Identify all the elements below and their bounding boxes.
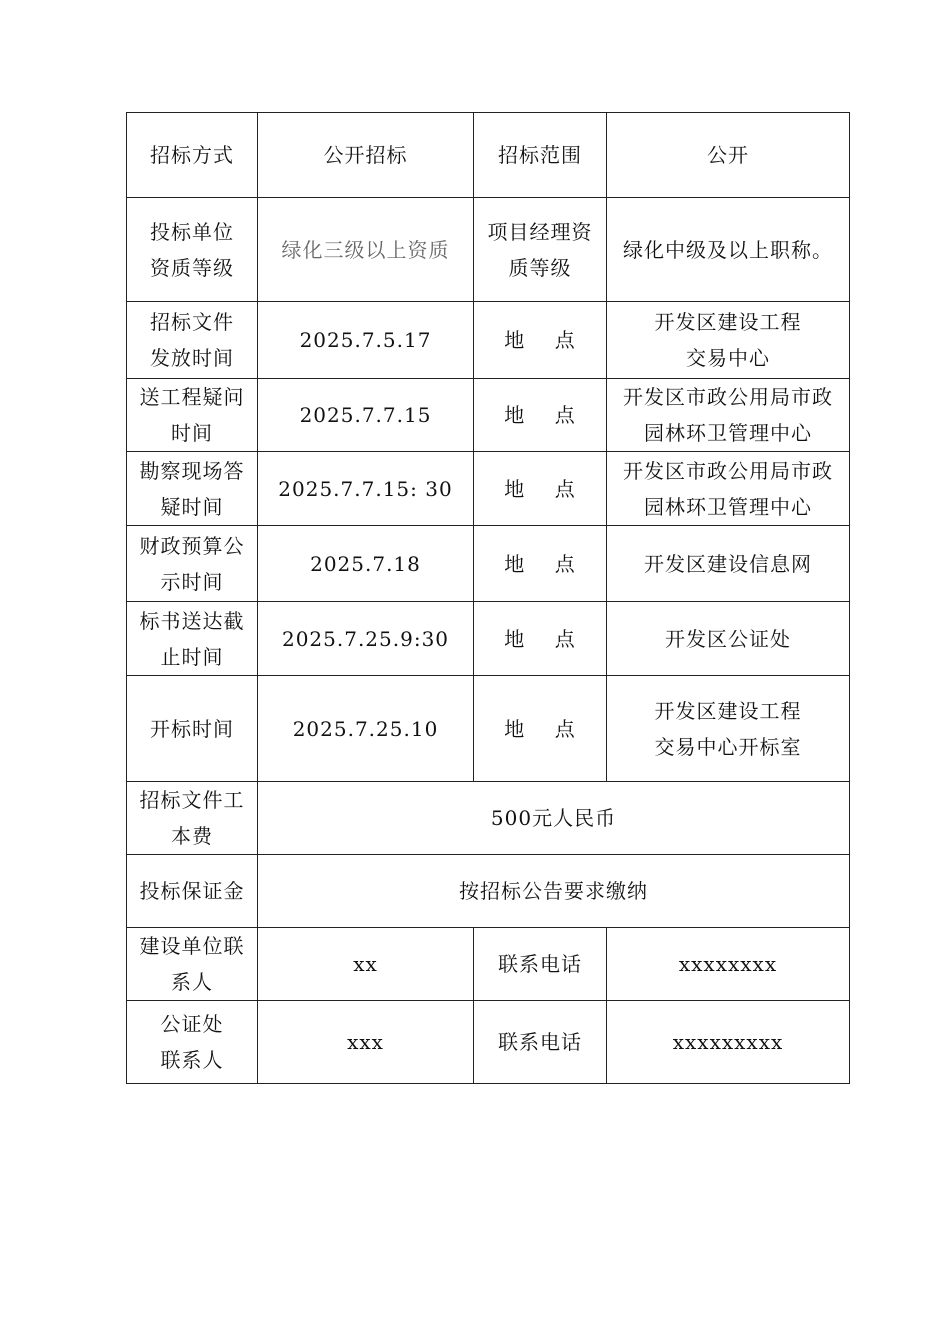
label-doc-issue-place: 地 点 [474, 302, 607, 379]
row-query [127, 379, 850, 452]
label-bidder-qualification: 投标单位 资质等级 [127, 198, 258, 302]
value-budget-time: 2025.7.18 [258, 526, 474, 602]
row-site-survey [127, 452, 850, 526]
label-deadline-time: 标书送达截 止时间 [127, 602, 258, 676]
value-query-place: 开发区市政公用局市政 园林环卫管理中心 [607, 379, 850, 452]
value-tender-scope: 公开 [607, 113, 850, 198]
value-notary-contact: xxx [258, 1001, 474, 1084]
value-owner-phone: xxxxxxxx [607, 928, 850, 1001]
row-owner-contact [127, 928, 850, 1001]
value-deadline-place: 开发区公证处 [607, 602, 850, 676]
label-budget-time: 财政预算公 示时间 [127, 526, 258, 602]
value-deadline-time: 2025.7.25.9:30 [258, 602, 474, 676]
label-doc-issue-time: 招标文件 发放时间 [127, 302, 258, 379]
label-survey-time: 勘察现场答 疑时间 [127, 452, 258, 526]
tender-info-table [126, 112, 850, 1084]
value-opening-place: 开发区建设工程 交易中心开标室 [607, 676, 850, 782]
label-deposit: 投标保证金 [127, 855, 258, 928]
row-budget [127, 526, 850, 602]
label-pm-qualification: 项目经理资 质等级 [474, 198, 607, 302]
value-pm-qualification: 绿化中级及以上职称。 [607, 198, 850, 302]
value-tender-method: 公开招标 [258, 113, 474, 198]
label-tender-scope: 招标范围 [474, 113, 607, 198]
row-qualification [127, 198, 850, 302]
row-doc-issue [127, 302, 850, 379]
label-query-place: 地 点 [474, 379, 607, 452]
label-opening-place: 地 点 [474, 676, 607, 782]
value-survey-time: 2025.7.7.15: 30 [258, 452, 474, 526]
value-doc-issue-time: 2025.7.5.17 [258, 302, 474, 379]
label-query-time: 送工程疑问 时间 [127, 379, 258, 452]
row-notary-contact [127, 1001, 850, 1084]
value-budget-place: 开发区建设信息网 [607, 526, 850, 602]
value-bidder-qualification: 绿化三级以上资质 [258, 198, 474, 302]
value-deposit: 按招标公告要求缴纳 [258, 855, 850, 928]
value-doc-issue-place: 开发区建设工程 交易中心 [607, 302, 850, 379]
value-doc-fee: 500元人民币 [258, 782, 850, 855]
row-doc-fee [127, 782, 850, 855]
value-opening-time: 2025.7.25.10 [258, 676, 474, 782]
label-budget-place: 地 点 [474, 526, 607, 602]
label-tender-method: 招标方式 [127, 113, 258, 198]
value-owner-contact: xx [258, 928, 474, 1001]
label-owner-contact: 建设单位联 系人 [127, 928, 258, 1001]
value-query-time: 2025.7.7.15 [258, 379, 474, 452]
row-deposit [127, 855, 850, 928]
value-survey-place: 开发区市政公用局市政 园林环卫管理中心 [607, 452, 850, 526]
value-notary-phone: xxxxxxxxx [607, 1001, 850, 1084]
row-deadline [127, 602, 850, 676]
label-owner-phone: 联系电话 [474, 928, 607, 1001]
label-doc-fee: 招标文件工 本费 [127, 782, 258, 855]
label-notary-contact: 公证处 联系人 [127, 1001, 258, 1084]
row-tender-method [127, 113, 850, 198]
label-survey-place: 地 点 [474, 452, 607, 526]
label-deadline-place: 地 点 [474, 602, 607, 676]
label-opening-time: 开标时间 [127, 676, 258, 782]
row-opening [127, 676, 850, 782]
label-notary-phone: 联系电话 [474, 1001, 607, 1084]
